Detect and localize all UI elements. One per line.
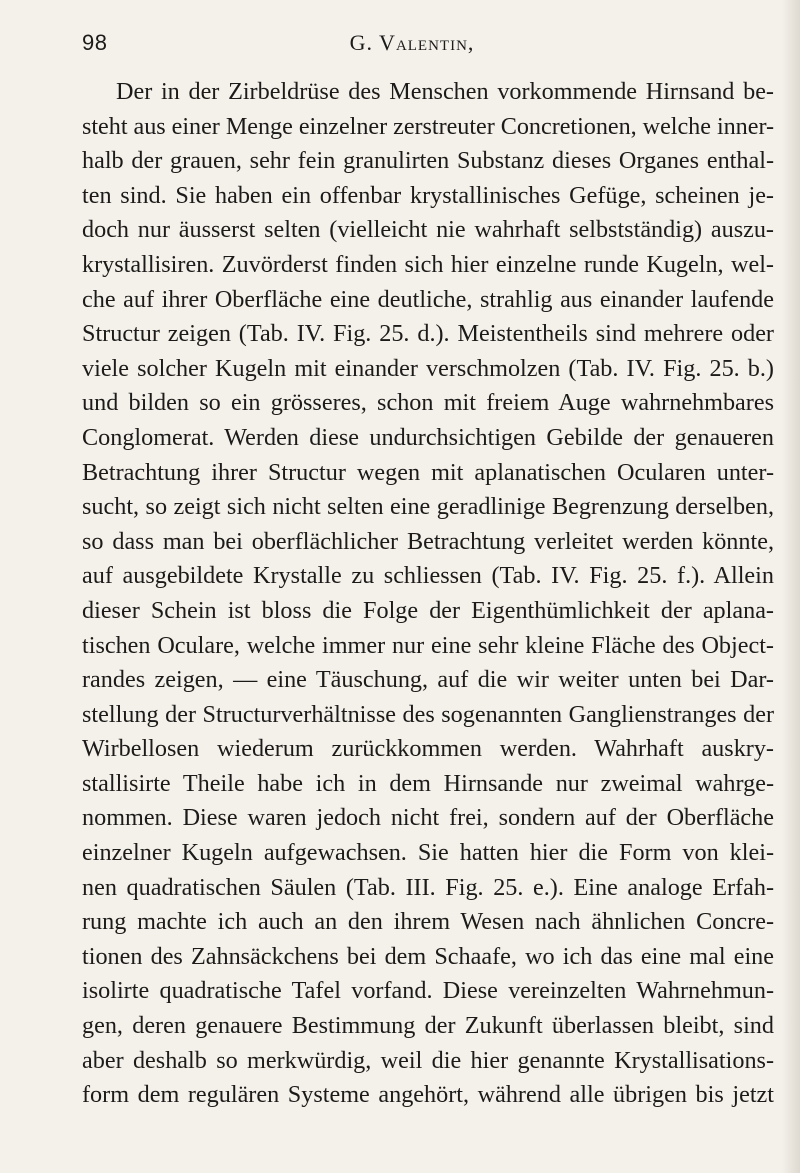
text-line: Structur zeigen (Tab. IV. Fig. 25. d.). Meistentheils sind mehrere oder: [82, 320, 774, 348]
text-line: aber deshalb so merkwürdig, weil die hier genannte Krystallisations-: [82, 1046, 774, 1074]
page-number: 98: [82, 30, 108, 55]
text-line: einzelner Kugeln aufgewachsen. Sie hatten hier die Form von klei-: [82, 839, 774, 867]
text-line: dieser Schein ist bloss die Folge der Eigenthümlichkeit der aplana-: [82, 596, 774, 624]
text-line: Conglomerat. Werden diese undurchsichtigen Gebilde der genaueren: [82, 423, 774, 451]
text-line: steht aus einer Menge einzelner zerstreuter Concretionen, welche inner-: [82, 112, 774, 140]
text-line: rung machte ich auch an den ihrem Wesen nach ähnlichen Concre-: [82, 908, 774, 936]
text-line: doch nur äusserst selten (vielleicht nie wahrhaft selbstständig) auszu-: [82, 216, 774, 244]
page-header: [82, 30, 742, 60]
text-line: Betrachtung ihrer Structur wegen mit aplanatischen Ocularen unter-: [82, 458, 774, 486]
text-line: isolirte quadratische Tafel vorfand. Diese vereinzelten Wahrnehmun-: [82, 977, 774, 1005]
running-head: G. Valentin,: [349, 30, 475, 55]
text-line: che auf ihrer Oberfläche eine deutliche, strahlig aus einander laufende: [82, 285, 774, 313]
text-line: gen, deren genauere Bestimmung der Zukunft überlassen bleibt, sind: [82, 1012, 774, 1040]
text-line: krystallisiren. Zuvörderst finden sich hier einzelne runde Kugeln, wel-: [82, 250, 774, 278]
text-line: so dass man bei oberflächlicher Betrachtung verleitet werden könnte,: [82, 527, 774, 555]
text-line: tionen des Zahnsäckchens bei dem Schaafe, wo ich das eine mal eine: [82, 942, 774, 970]
body-paragraph: [82, 75, 774, 1113]
text-line: tischen Oculare, welche immer nur eine sehr kleine Fläche des Object-: [82, 631, 774, 659]
text-line: stellung der Structurverhältnisse des sogenannten Ganglienstranges der: [82, 700, 774, 728]
text-line: randes zeigen, — eine Täuschung, auf die wir weiter unten bei Dar-: [82, 666, 774, 694]
text-line: viele solcher Kugeln mit einander verschmolzen (Tab. IV. Fig. 25. b.): [82, 354, 774, 382]
text-line: stallisirte Theile habe ich in dem Hirnsande nur zweimal wahrge-: [82, 769, 774, 797]
text-line: und bilden so ein grösseres, schon mit freiem Auge wahrnehmbares: [82, 389, 774, 417]
text-line: sucht, so zeigt sich nicht selten eine geradlinige Begrenzung derselben,: [82, 493, 774, 521]
text-line: nen quadratischen Säulen (Tab. III. Fig. 25. e.). Eine analoge Erfah-: [82, 873, 774, 901]
text-line: ten sind. Sie haben ein offenbar krystallinisches Gefüge, scheinen je-: [82, 181, 774, 209]
text-line: nommen. Diese waren jedoch nicht frei, sondern auf der Oberfläche: [82, 804, 774, 832]
page-edge-shadow: [782, 0, 800, 1173]
text-line: Der in der Zirbeldrüse des Menschen vorkommende Hirnsand be-: [116, 78, 774, 105]
text-line: form dem regulären Systeme angehört, während alle übrigen bis jetzt: [82, 1081, 774, 1109]
text-line: Wirbellosen wiederum zurückkommen werden. Wahrhaft auskry-: [82, 735, 774, 763]
text-line: halb der grauen, sehr fein granulirten Substanz dieses Organes enthal-: [82, 147, 774, 175]
text-line: auf ausgebildete Krystalle zu schliessen (Tab. IV. Fig. 25. f.). Allein: [82, 562, 774, 590]
